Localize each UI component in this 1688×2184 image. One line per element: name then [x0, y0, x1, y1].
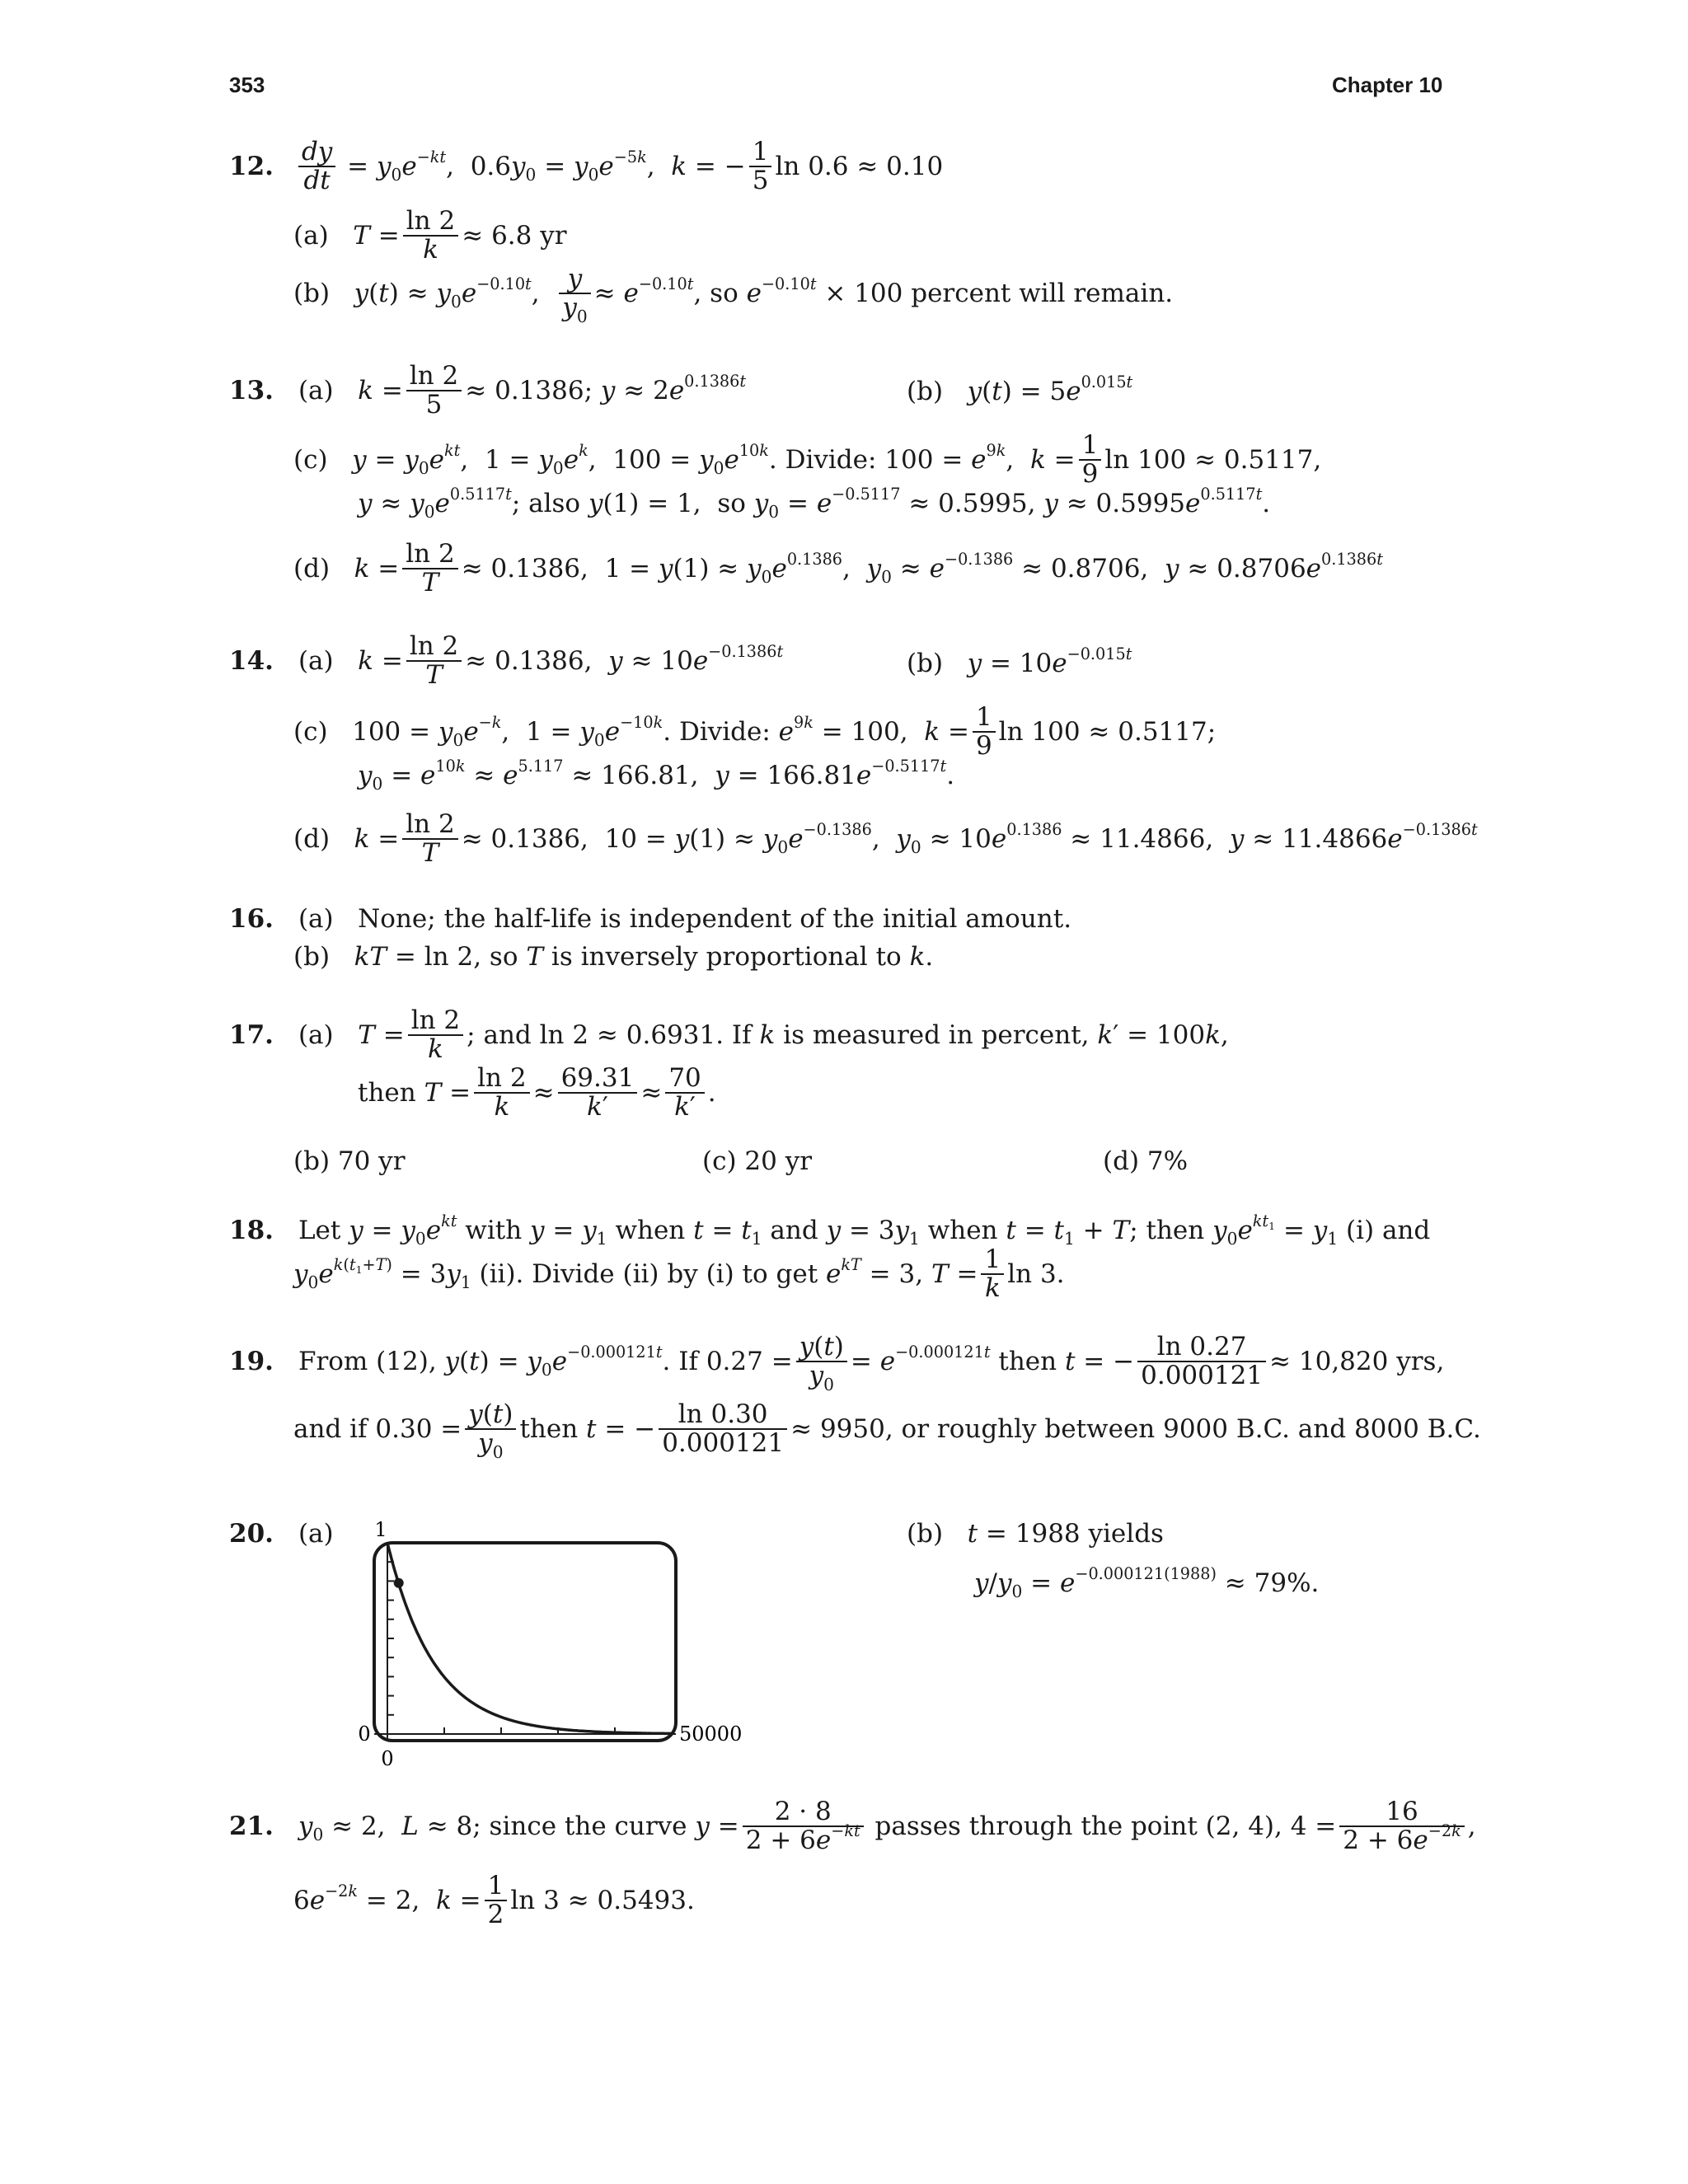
y-ticks	[387, 1562, 394, 1715]
problem-12-number: 12.	[229, 151, 274, 181]
problem-14a: 14. (a) k = $\frac{\ln 2}{T}$ ≈ 0.1386, $y \approx 10e^{-0.1386t}$	[229, 631, 784, 691]
problem-13a: 13. (a) k = $\frac{\ln 2}{5}$ ≈ 0.1386; $y \approx 2e^{0.1386t}$	[229, 361, 747, 420]
problem-18-number: 18.	[229, 1216, 274, 1245]
problem-21-line2: $6e^{-2k} = 2$, k = $\frac{1}{2}$ ln 3 ≈ 0.5493.	[293, 1871, 695, 1930]
page-number: 353	[229, 73, 265, 97]
problem-13d: (d) k = $\frac{\ln 2}{T}$ ≈ 0.1386, $1 = y(1) \approx y_0e^{0.1386}$, $y_0 \approx e^{-0.1386} \approx 0.8706$, $y \approx 0.8706e^{0.1386t}$	[293, 539, 1383, 598]
y-min-label: 0	[358, 1722, 371, 1746]
t-1988-point	[394, 1578, 404, 1588]
problem-14d: (d) k = $\frac{\ln 2}{T}$ ≈ 0.1386, $10 = y(1) \approx y_0e^{-0.1386}$, $y_0 \approx 10e^{0.1386} \approx 11.4866$, $y \approx 11.4866e^{-0.1386t}$	[293, 809, 1478, 869]
problem-21-number: 21.	[229, 1811, 274, 1841]
problem-17c: (c) 20 yr	[702, 1146, 813, 1176]
graph-frame	[374, 1543, 676, 1741]
problem-14b: (b) $y = 10e^{-0.015t}$	[907, 644, 1132, 678]
problem-17d: (d) 7%	[1103, 1146, 1189, 1176]
problem-17a-line2: then T = $\frac{\ln 2}{k}$ ≈ $\frac{69.31}{k'}$ ≈ $\frac{70}{k'}$ .	[358, 1063, 716, 1122]
x-max-label: 50000	[679, 1722, 743, 1746]
problem-16b: (b) kT = ln 2, so T is inversely proportional to k.	[293, 942, 934, 972]
problem-19-line1: 19. From (12), $y(t) = y_0e^{-0.000121t}$. If 0.27 = $\frac{y(t)}{y_0}$ = $e^{-0.000121t}$ then t = − $\frac{\ln 0.27}{0.000121}$ ≈ 10,820 yrs,	[229, 1332, 1445, 1394]
problem-12b: (b) $y(t) \approx y_0e^{-0.10t}$, $\frac{y}{y_0}$ ≈ $e^{-0.10t}$, so $e^{-0.10t} \times 100$ percent will remain.	[293, 264, 1174, 326]
problem-20a	[229, 1521, 334, 1547]
problem-20b-line2: $y/y_0 = e^{-0.000121(1988)} \approx 79\%$.	[974, 1563, 1320, 1602]
dy-dt-fraction: $\frac{dy}{dt}$	[298, 138, 335, 195]
problem-19-number: 19.	[229, 1346, 274, 1376]
problem-16-number: 16.	[229, 904, 274, 934]
problem-18-line1: 18. Let $y = y_0e^{kt}$ with $y = y_1$ when $t = t_1$ and $y = 3y_1$ when $t = t_1 + T$; then $y_0e^{kt_1} = y_1$ (i) and	[229, 1211, 1431, 1249]
problem-14c-line2: $y_0 = e^{10k} \approx e^{5.117} \approx 166.81$, $y = 166.81e^{-0.5117t}$.	[358, 756, 955, 794]
problem-18-line2: $y_0e^{k(t_1+T)} = 3y_1$ (ii). Divide (ii) by (i) to get $e^{kT} = 3$, T = $\frac{1}{k}$ ln 3.	[293, 1244, 1065, 1304]
problem-13c-line2: $y \approx y_0e^{0.5117t}$; also y(1) = 1, so $y_0 = e^{-0.5117} \approx 0.5995$, $y \approx 0.5995e^{0.5117t}$.	[358, 484, 1271, 523]
problem-14-number: 14.	[229, 645, 274, 676]
problem-13-number: 13.	[229, 375, 274, 405]
problem-20b-line1: (b) t = 1988 yields	[907, 1519, 1164, 1549]
problem-13b: (b) $y(t) = 5e^{0.015t}$	[907, 372, 1133, 406]
problem-20a-label: (a)	[298, 1519, 334, 1549]
chapter-title: Chapter 10	[1332, 73, 1443, 97]
y-max-label: 1	[374, 1518, 387, 1541]
problem-17b: (b) 70 yr	[293, 1146, 406, 1176]
x-min-label: 0	[381, 1747, 394, 1770]
decay-graph	[354, 1518, 743, 1774]
problem-12-line: 12. $\frac{dy}{dt}$ = $y_0e^{-kt}$, $0.6y_0 = y_0e^{-5k}$, k = − $\frac{1}{5}$ ln 0.6 ≈ 0.10	[229, 137, 944, 196]
problem-19-line2: and if 0.30 = $\frac{y(t)}{y_0}$ then t = − $\frac{\ln 0.30}{0.000121}$ ≈ 9950, or roughly between 9000 B.C. and 8000 B.C.	[293, 1399, 1481, 1462]
problem-16a: 16. (a) None; the half-life is independent of the initial amount.	[229, 904, 1072, 934]
problem-12a: (a) T = $\frac{\ln 2}{k}$ ≈ 6.8 yr	[293, 206, 567, 265]
problem-17-number: 17.	[229, 1019, 274, 1050]
problem-20-number: 20.	[229, 1519, 274, 1549]
problem-14c-line1: (c) $100 = y_0e^{-k}$, $1 = y_0e^{-10k}$. Divide: $e^{9k} = 100$, k = $\frac{1}{9}$ ln 100 ≈ 0.5117;	[293, 702, 1217, 762]
problem-13c-line1: (c) $y = y_0e^{kt}$, $1 = y_0e^k$, $100 = y_0e^{10k}$. Divide: $100 = e^{9k}$, k = $\frac{1}{9}$ ln 100 ≈ 0.5117,	[293, 430, 1322, 490]
problem-21-line1: 21. $y_0 \approx 2$, L ≈ 8; since the curve y = $\frac{2 \cdot 8}{2 + 6e^{-kt}}$ passes through the point (2, 4), 4 = $\frac{16}{2 + 6e^{-2k}}$ ,	[229, 1797, 1476, 1856]
decay-curve	[387, 1543, 672, 1734]
problem-17a-line1: 17. (a) T = $\frac{\ln 2}{k}$ ; and ln 2 ≈ 0.6931. If k is measured in percent, k′ = 100k,	[229, 1005, 1229, 1065]
